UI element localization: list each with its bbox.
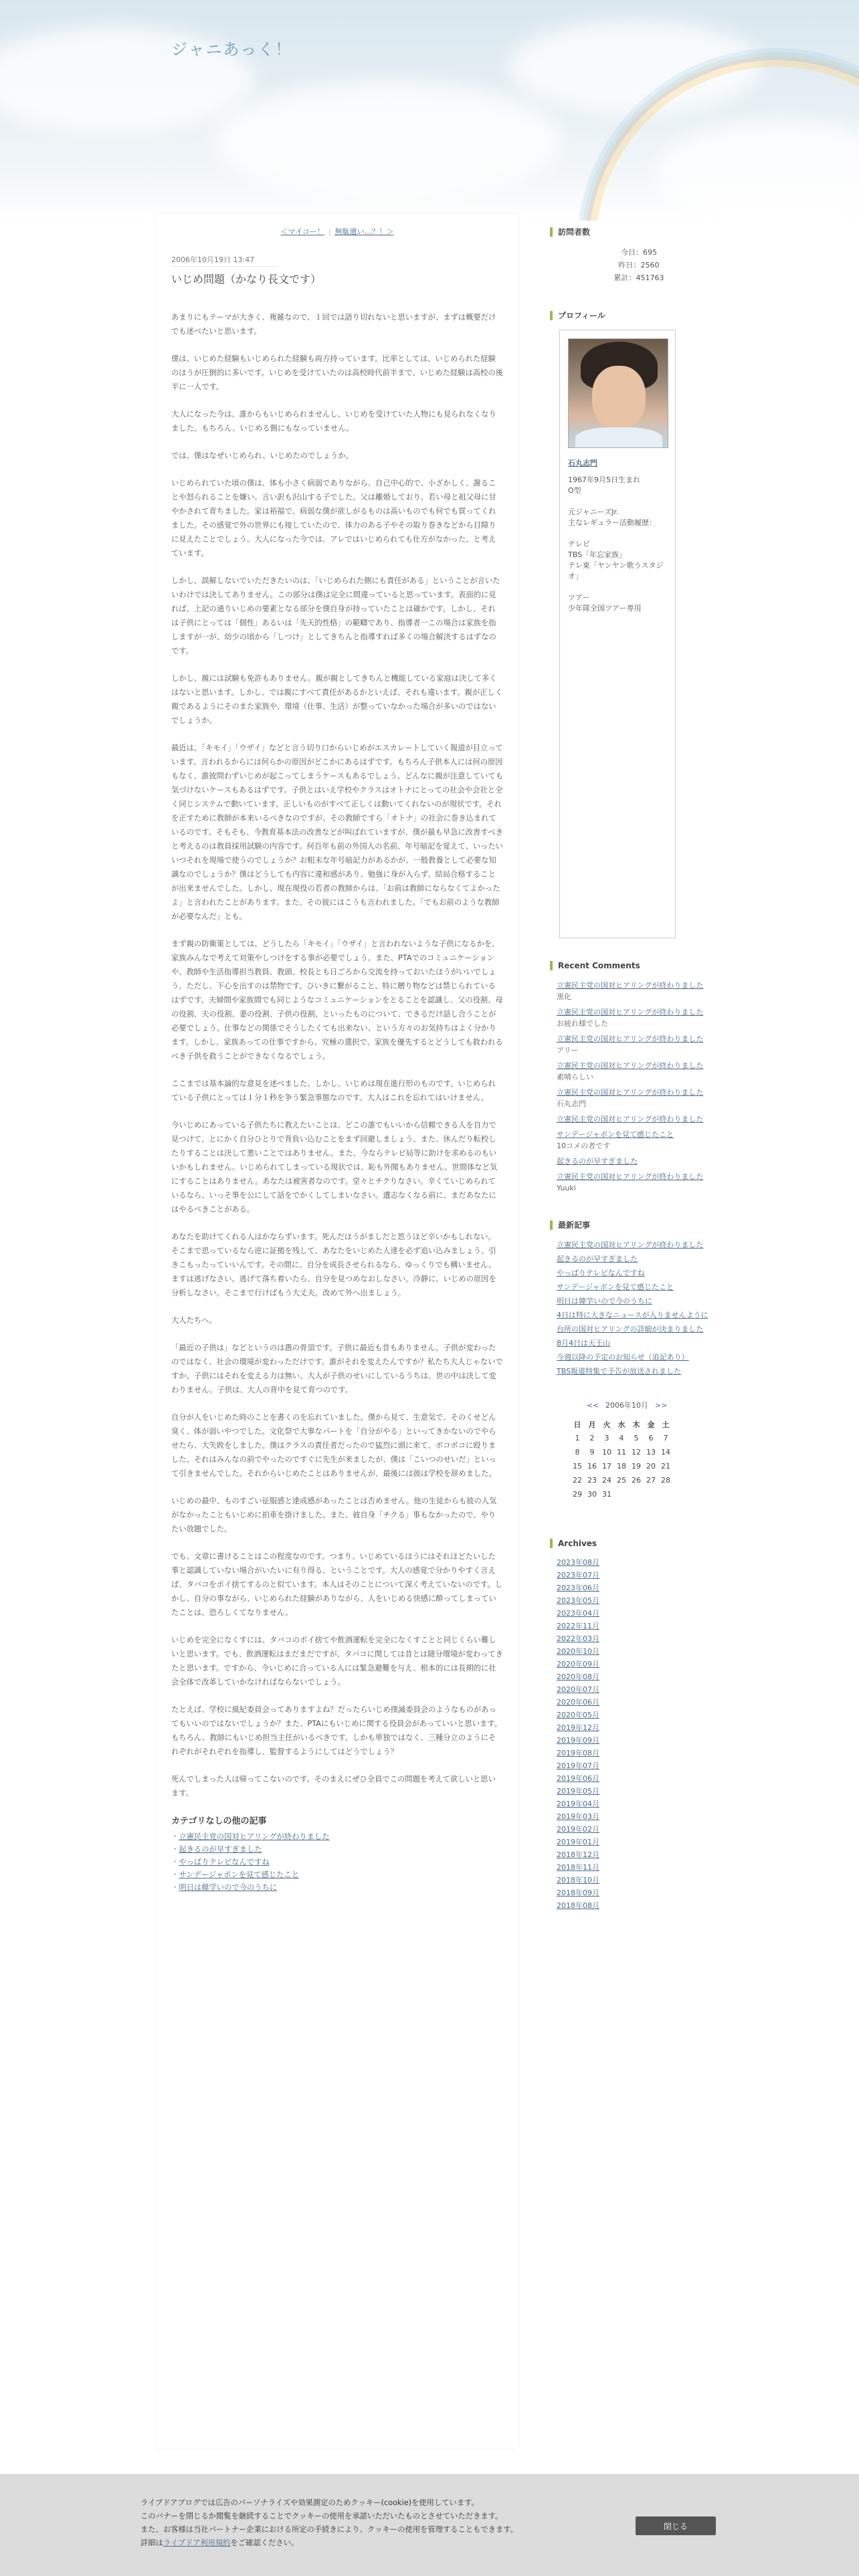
recent-comment-item [557, 1171, 710, 1194]
latest-post-link[interactable]: 明日は韓学いので今のうちに [557, 1297, 652, 1305]
archive-month-link[interactable]: 2018年10月 [557, 1876, 599, 1885]
archive-month-link[interactable]: 2019年05月 [557, 1787, 599, 1796]
latest-post-link[interactable]: 立憲民主党の国対ヒアリングが終わりました [557, 1241, 704, 1249]
archive-month-link[interactable]: 2023年07月 [557, 1571, 599, 1580]
post-paragraph: いじめられていた頃の僕は、体も小さく病弱でありながら、自己中心的で、小ざかしく、謝ることや怒られることを嫌い、言い訳も沢山する子でした。父は離婚しており、若い母と祖父母に甘やかされて育ちました。家は裕福で、病弱な僕が欲しがるものは高いものでも何でも買ってくれました。その感覚で外の世界にも接していたので、体力のある子やその取り巻きなどから目障りに見えたことでしょう。大人になった今では、アレではいじめられても仕方がなかった、と考えています。 [171, 479, 496, 558]
calendar-table [570, 1417, 673, 1501]
visits-yesterday: 昨日：2560 [618, 261, 660, 270]
recent-comment-item [557, 1113, 710, 1125]
recent-comment-item [557, 1006, 710, 1029]
post-paragraph: ここまでは基本論的な意見を述べました。しかし、いじめは現在進行形のものです。いじめられている子供にとっては１分１秒を争う緊急事態なのです。大人はこれを忘れてはいけません。 [171, 1079, 496, 1102]
calendar-weekday: 金 [647, 1420, 655, 1429]
cookie-line-3: また、お客様は当社パートナー企業における所定の手続きにより、クッキーの使用を管理することもできます。 [140, 2525, 518, 2534]
archive-item [557, 1850, 710, 1860]
next-post-link[interactable]: 無駄遣い…？！＞ [335, 227, 394, 236]
terms-of-service-link[interactable]: ライブドア利用規約 [163, 2539, 231, 2547]
archives-box [550, 1539, 710, 1911]
archive-item [557, 1812, 710, 1822]
calendar-day: 27 [646, 1476, 656, 1485]
latest-post-link[interactable]: 台所の国対ヒアリングの詳細が決まりました [557, 1325, 704, 1333]
calendar-day: 15 [573, 1462, 582, 1471]
calendar-day [629, 1487, 644, 1501]
visits-title: 訪問者数 [550, 227, 710, 237]
archives-title: Archives [550, 1539, 710, 1548]
calendar-day: 20 [646, 1462, 656, 1471]
archive-item [557, 1786, 710, 1796]
archive-month-link[interactable]: 2020年09月 [557, 1660, 599, 1669]
archive-item [557, 1901, 710, 1911]
calendar-day: 19 [632, 1462, 641, 1471]
archive-month-link[interactable]: 2020年10月 [557, 1647, 599, 1656]
archive-month-link[interactable]: 2019年04月 [557, 1800, 599, 1808]
recent-comments-box [550, 961, 710, 1194]
archive-month-link[interactable]: 2022年11月 [557, 1622, 599, 1630]
archive-item [557, 1875, 710, 1885]
archive-item [557, 1659, 710, 1669]
other-post-link[interactable]: 起きるのが早すぎました [179, 1845, 262, 1854]
calendar-day: 1 [575, 1434, 580, 1442]
recent-comment-post-link[interactable]: 立憲民主党の国対ヒアリングが終わりました [557, 1061, 704, 1070]
calendar-day: 14 [661, 1448, 670, 1457]
post-pager [171, 214, 503, 237]
other-post-link[interactable]: 明日は韓学いので今のうちに [179, 1883, 278, 1892]
calendar-day: 18 [617, 1462, 626, 1471]
other-post-item [171, 1830, 503, 1843]
cookie-line-1: ライブドアブログでは広告のパーソナライズや効果測定のためクッキー(cookie)を使用しています。 [140, 2498, 479, 2507]
profile-card [559, 330, 676, 938]
post-paragraph: まず親の防衛策としては、どうしたら「キモイ」「ウザイ」と言われないような子供になるかを、家族みんなで考えて対策やしつけをする事が必要でしょう。また、PTAでのコミュニケーションや、教師や生活指導担当教員、教頭、校長とも日ごろから交流を持っておいたほうがいいでしょう。ただし、下心を出すのは禁物です。ひいきに繋がること、特に贈り物などは禁じられているはずです。夫婦間や家族間でも同じようなコミュニケーションをとることを認識し、父の役割、母の役割、夫の役割、妻の役割、子供の役割、といったものについて、できるだけ話し合うことが必要でしょう。仕事などの関係でそうしたくても出来ない、という方々のお気持ちはよく分かります。しかし、家族あっての仕事ですから、究極の選択で、家族を優先するとどうしても救われるべき子供を救うことができなくなるでしょう。 [171, 940, 503, 1061]
latest-post-link[interactable]: 起きるのが早すぎました [557, 1255, 638, 1263]
pager-separator: | [328, 227, 331, 236]
site-title-link[interactable]: ジャニあっく！ [171, 40, 293, 59]
post-paragraph: 「最近の子供は」などというのは愚の骨頂です。子供に最近も昔もありません。子供が変わったのではなく、社会の環境が変わっただけです。誰がそれを変えたんですか？私たち大人じゃないですか。子供にはそれを変える力は無い。大人が子供のせいにしているうちは、世の中は決して変わりません。子供は、大人の背中を見て育つのです。 [171, 1344, 503, 1394]
archive-item [557, 1761, 710, 1771]
calendar-day: 6 [648, 1434, 654, 1442]
latest-post-item [557, 1352, 710, 1363]
post-paragraph: 大人たちへ。 [171, 1316, 217, 1325]
calendar-day: 23 [587, 1476, 597, 1485]
archive-month-link[interactable]: 2019年06月 [557, 1774, 599, 1783]
profile-name-link[interactable]: 石丸志門 [568, 459, 597, 467]
archive-item [557, 1697, 710, 1707]
calendar-weekday-row [570, 1417, 673, 1431]
calendar-next-link[interactable]: >> [655, 1401, 668, 1410]
archive-month-link[interactable]: 2019年02月 [557, 1825, 599, 1834]
other-posts-heading: カテゴリなしの他の記事 [171, 1816, 267, 1826]
latest-post-link[interactable]: TBS報道特集で予告が放送されました [557, 1367, 682, 1376]
post-paragraph: 死んでしまった人は帰ってこないのです。そのまえにぜひ全員でこの問題を考えて欲しいと思います。 [171, 1775, 496, 1798]
calendar-day: 4 [619, 1434, 624, 1442]
recent-comment-item [557, 1156, 710, 1167]
recent-comment-post-link[interactable]: 立憲民主党の国対ヒアリングが終わりました [557, 1088, 704, 1097]
cookie-text [140, 2496, 609, 2550]
calendar-prev-link[interactable]: << [586, 1401, 599, 1410]
calendar-weekday: 月 [588, 1420, 596, 1429]
recent-comment-item [557, 1087, 710, 1109]
archive-month-link[interactable]: 2023年08月 [557, 1558, 599, 1567]
archive-item [557, 1558, 710, 1568]
post-title: いじめ問題（かなり長文です） [171, 273, 322, 286]
avatar-face-shape [592, 366, 646, 429]
profile-box [550, 311, 710, 938]
calendar-day: 16 [587, 1462, 597, 1471]
archive-item [557, 1748, 710, 1758]
archive-month-link[interactable]: 2019年12月 [557, 1723, 599, 1732]
post-body [171, 310, 503, 1800]
recent-comment-item [557, 1060, 710, 1083]
calendar-box [550, 1400, 710, 1501]
archive-item [557, 1837, 710, 1847]
other-post-item [171, 1856, 503, 1868]
post-paragraph: しかし、親には試験も免許もありません。親が親としてきちんと機能している家庭は決して多くはないと思います。しかし、では親にすべて責任があるかといえば、それも違います。親が正しく親であるようにそのまた家族や、環境（仕事、生活）が整っていなかった場合が多いのではないでしょうか。 [171, 674, 503, 725]
archive-item [557, 1646, 710, 1656]
calendar-day: 21 [661, 1462, 670, 1471]
archive-month-link[interactable]: 2022年03月 [557, 1634, 599, 1643]
archive-month-link[interactable]: 2018年08月 [557, 1901, 599, 1910]
latest-post-link[interactable]: 4日は特に大きなニュースが入りませんように [557, 1311, 708, 1319]
latest-post-item [557, 1366, 710, 1377]
calendar-day: 11 [617, 1448, 626, 1457]
archive-item [557, 1621, 710, 1631]
latest-post-item [557, 1323, 710, 1335]
archive-month-link[interactable]: 2023年06月 [557, 1584, 599, 1592]
calendar-day: 13 [646, 1448, 656, 1457]
calendar-day [644, 1487, 658, 1501]
calendar-body [570, 1431, 673, 1501]
calendar-day: 10 [602, 1448, 611, 1457]
recent-comment-item [557, 1033, 710, 1056]
post-paragraph: あなたを助けてくれる人はかならずいます。死んだほうがましだと思うほど辛いかもしれない。そこまで思っているなら逆に証拠を残して、あなたをいじめた人達を必ず追い込みましょう。引きこもったっていいんです。その間に、自分を成長させられるなら、ゆっくりでも構いません。ますは逃げなさい。逃げて落ち着いたら、自分を見つめなおしなさい。冷静に、いじめの原因を分析しなさい。そこまで行けばもう大丈夫。改めて外へ出ましょう。 [171, 1232, 496, 1297]
main-content [157, 214, 518, 2448]
archive-month-link[interactable]: 2019年03月 [557, 1812, 599, 1821]
archive-month-link[interactable]: 2018年09月 [557, 1889, 599, 1897]
recent-comment-item [557, 1129, 710, 1152]
visits-box [550, 227, 710, 284]
calendar-day [614, 1487, 629, 1501]
recent-comments-title: Recent Comments [550, 961, 710, 970]
calendar-week-row [570, 1459, 673, 1473]
archive-item [557, 1608, 710, 1618]
cookie-line-4-prefix: 詳細は [140, 2539, 163, 2547]
latest-posts-box [550, 1220, 710, 1377]
calendar-header [570, 1400, 684, 1410]
archive-item [557, 1570, 710, 1580]
other-post-item [171, 1843, 503, 1856]
archive-month-link[interactable]: 2020年05月 [557, 1711, 599, 1719]
recent-comment-post-link[interactable]: 立憲民主党の国対ヒアリングが終わりました [557, 1035, 704, 1043]
calendar-day: 25 [617, 1476, 626, 1485]
recent-comment-post-link[interactable]: 起きるのが早すぎました [557, 1157, 638, 1166]
calendar-day [658, 1487, 673, 1501]
post-paragraph: 大人になった今は、誰からもいじめられませんし、いじめを受けていた人物にも見られなくなりました。もちろん、いじめる側にもなっていません。 [171, 410, 496, 433]
latest-post-item [557, 1253, 710, 1265]
other-post-item [171, 1868, 503, 1881]
calendar-weekday: 火 [603, 1420, 611, 1429]
profile-text: 1967年9月5日生まれ O型 元ジャニーズJr. 主なレギュラー活動履歴： テレビ TBS「年忘家族」 テレ東「ヤンヤン歌うスタジオ」 ツアー 少年隊全国ツアー専用 [568, 475, 664, 613]
recent-comment-author: 素晴らしい [557, 1073, 593, 1081]
post-paragraph: しかし、誤解しないでいただきたいのは、「いじめられた側にも責任がある」ということが言いたいわけでは決してありません。この部分は僕は完全に間違っていると思っています。表面的に見れば、上記の通りいじめの要素となる部分を僕自身が持っていたことは確かです。しかし、それは子供にとっては「個性」あるいは「先天的性格」の範疇であり、指導者一この場合は家族を指しますが一が、幼少の頃から「しつけ」としてきちんと指導すれば多くの場合解決するはずなのです。 [171, 576, 500, 655]
recent-comment-post-link[interactable]: サンデージャポンを見て感じたこと [557, 1130, 674, 1139]
calendar-day: 8 [575, 1448, 580, 1457]
calendar-day: 7 [663, 1434, 668, 1442]
latest-post-item [557, 1295, 710, 1307]
archive-item [557, 1723, 710, 1733]
post-paragraph: あまりにもテーマが大きく、複雑なので、１回では語り切れないと思いますが、まずは概要だけでも述べたいと思います。 [171, 313, 496, 336]
recent-comments-list [550, 980, 710, 1194]
archive-item [557, 1774, 710, 1784]
archive-item [557, 1710, 710, 1720]
latest-posts-title: 最新記事 [550, 1220, 710, 1230]
latest-post-item [557, 1267, 710, 1279]
archive-item [557, 1596, 710, 1606]
archive-item [557, 1888, 710, 1898]
archive-month-link[interactable]: 2019年07月 [557, 1761, 599, 1770]
calendar-day: 24 [602, 1476, 611, 1485]
post-paragraph: 自分が人をいじめた時のことを書くのを忘れていました。僕から見て、生意気で、そのくせどん臭く、体が弱いやつでした。文化祭で大事なパートを「自分がやる」といってきかないのでやらせたら、大失敗をしました。僕はクラスの責任者だったので猛烈に頭に来て、ボコボコに殴りました。それはみんなの前でやったのですぐに先生が来ましたが、僕は「こいつのせいだ」といって引きませんでした。それからいじめたことはありませんが、最後には彼は学校を辞めました。 [171, 1413, 496, 1478]
post-paragraph: 僕は、いじめた経験もいじめられた経験も両方持っています。比率としては、いじめられた経験のほうが圧倒的に多いです。いじめを受けていたのは高校時代前半まで、いじめた経験は高校の後半に一人です。 [171, 354, 503, 391]
recent-comment-post-link[interactable]: 立憲民主党の国対ヒアリングが終わりました [557, 1115, 704, 1123]
archive-month-link[interactable]: 2019年09月 [557, 1736, 599, 1745]
archives-list [550, 1558, 710, 1911]
archive-month-link[interactable]: 2020年06月 [557, 1698, 599, 1707]
latest-post-link[interactable]: サンデージャポンを見て感じたこと [557, 1283, 674, 1291]
latest-post-item [557, 1337, 710, 1349]
calendar-day: 26 [632, 1476, 641, 1485]
cookie-line-4 [140, 2537, 609, 2550]
post-paragraph: たとえば、学校に風紀委員会ってありますよね？だったらいじめ撲滅委員会のようなものがあってもいいのではないでしょうか？また、PTAにもいじめに関する役員会があっていいと思います。もちろん、教師にもいじめ担当主任がいるべきです。しかも単独ではなく、三種分立のようにそれぞれがそれぞれを指導し、監督するようにしてはどうでしょう？ [171, 1705, 502, 1756]
archive-item [557, 1799, 710, 1809]
calendar-day: 31 [602, 1490, 611, 1499]
post-paragraph: いじめを完全になくすには、タバコのポイ捨てや飲酒運転を完全になくすことと同じくらい難しいと思います。でも、飲酒運転はまだまだですが、タバコに関しては昔とは随分環境が変わってきたと思います。ですから、今いじめに合っている人には緊急避難を与え、根本的には長期的に社会全体で改革していかなければならないでしょう。 [171, 1636, 503, 1687]
archive-month-link[interactable]: 2023年04月 [557, 1609, 599, 1618]
archive-item [557, 1735, 710, 1745]
archive-item [557, 1583, 710, 1593]
recent-comment-author: 石丸志門 [557, 1099, 586, 1108]
profile-title: プロフィール [550, 311, 710, 320]
recent-comment-author: お疲れ様でした [557, 1019, 608, 1028]
cookie-line-2: このバナーを閉じるか閲覧を継続することでクッキーの使用を承諾いただいたものとさせていただきます。 [140, 2512, 503, 2520]
blog-header [0, 0, 859, 221]
calendar-weekday: 木 [632, 1420, 640, 1429]
archive-month-link[interactable]: 2020年07月 [557, 1685, 599, 1694]
prev-post-link[interactable]: ＜マイコー！ [280, 227, 324, 236]
latest-post-link[interactable]: 8月4日は天王山 [557, 1339, 610, 1348]
latest-post-link[interactable]: やっぱりテレビなんですね [557, 1269, 645, 1277]
latest-posts-list [550, 1239, 710, 1377]
calendar-week-row [570, 1487, 673, 1501]
calendar-day: 2 [589, 1434, 595, 1442]
latest-post-item [557, 1281, 710, 1293]
latest-post-item [557, 1309, 710, 1321]
latest-post-item [557, 1239, 710, 1251]
archive-item [557, 1862, 710, 1872]
other-post-link[interactable]: やっぱりテレビなんですね [179, 1858, 270, 1866]
post-paragraph: でも、文章に書けることはこの程度なのです。つまり、いじめているほうにはそれほどたいした事と認識していない場合がいたいに有り得る、ということです。大人の感覚で分かりやすく言えば、タバコをポイ捨てするのと似ています。本人はそのことについて深く考えていないのです。しかし、自分の事ながら、いじめられた経験がありながら、人をいじめる快感に酔ってしまっていたことは、恐ろしくてなりません。 [171, 1552, 502, 1617]
calendar-weekday: 水 [617, 1420, 626, 1429]
other-post-item [171, 1881, 503, 1894]
post-paragraph: では、僕はなぜいじめられ、いじめたのでしょうか。 [171, 451, 353, 460]
archive-month-link[interactable]: 2019年01月 [557, 1838, 599, 1846]
calendar-day: 12 [632, 1448, 641, 1457]
visit-stats [550, 246, 710, 284]
recent-comment-author: 10コメの者です [557, 1142, 610, 1150]
archive-month-link[interactable]: 2018年12月 [557, 1850, 599, 1859]
archive-month-link[interactable]: 2023年05月 [557, 1596, 599, 1605]
calendar-day: 22 [573, 1476, 582, 1485]
other-posts-list [171, 1830, 503, 1894]
archive-item [557, 1634, 710, 1644]
calendar-week-row [570, 1431, 673, 1445]
cookie-close-button[interactable]: 閉じる [636, 2516, 716, 2535]
calendar-week-row [570, 1445, 673, 1459]
calendar [570, 1400, 710, 1501]
post-paragraph: いじめの最中、ものすごい征服感と達成感があったことは否めません。他の生徒からも彼の人気がなかったこともいじめに拍車を掛けました。また、彼自身「チクる」事もなかったので、やりたい放題でした。 [171, 1497, 497, 1533]
visits-total: 累計：451763 [613, 274, 664, 282]
recent-comment-post-link[interactable]: 立憲民主党の国対ヒアリングが終わりました [557, 981, 704, 990]
calendar-week-row [570, 1473, 673, 1487]
cookie-consent-bar [0, 2474, 859, 2576]
calendar-day: 30 [587, 1490, 597, 1499]
cookie-line-4-suffix: をご確認ください。 [230, 2539, 299, 2547]
archive-month-link[interactable]: 2018年11月 [557, 1863, 599, 1872]
archive-month-link[interactable]: 2020年08月 [557, 1673, 599, 1681]
cloud-decoration [214, 80, 562, 201]
recent-comment-item [557, 980, 710, 1002]
calendar-weekday: 土 [662, 1420, 670, 1429]
profile-name [568, 457, 667, 468]
sidebar [550, 214, 710, 2488]
calendar-day: 17 [602, 1462, 611, 1471]
calendar-day: 28 [661, 1476, 670, 1485]
other-post-link[interactable]: 立憲民主党の国対ヒアリングが終わりました [179, 1832, 330, 1841]
post-paragraph: 今いじめにあっている子供たちに教えたいことは、どこの誰でもいいから信頼できる人を自力で見つけて、とにかく自分ひとりで背負い込むことをまず回避しましょう。また、休んだり転校したりすることは決して悪いことではありません。また、今ならテレビ局等に助けを求めるのもいいかもしれません。いじめられてしまっている現状では、恥も外聞もありません。世間体など気にすることはありません。あなたは被害者なのです。堂々とチクりなさい。辛くていじめられているなら、いっそ事を公にして話をでかくしてしまいなさい。遺志なくなる前に、まだあなたにはやるべきことがある。 [171, 1121, 498, 1214]
recent-comment-post-link[interactable]: 立憲民主党の国対ヒアリングが終わりました [557, 1172, 704, 1181]
calendar-month-label: 2006年10月 [605, 1401, 648, 1410]
other-post-link[interactable]: サンデージャポンを見て感じたこと [179, 1870, 300, 1879]
post-date: 2006年10月19日 13:47 [171, 254, 278, 267]
post-paragraph: 最近は、「キモイ」「ウザイ」などと言う切り口からいじめがエスカレートしていく報道が目立っています。言われるからには何らかの原因がどこかにあるはずです。もちろん子供本人には何の原因もなく、誰彼問わずいじめが起こってしまうケースもあるでしょう。どんなに親が注意していても気づけないケースもあるはずです。子供とはいえ学校やクラスはオトナにとっての社会や会社と全く同じシステムで動いています。正しいものがすべて正しくは動いてくれないのが現状です。それを正すために教師が本来いるべきなのですが、その教師ですら「オトナ」の社会に巻き込まれているのです。そもそも、今教育基本法の改善などが叫ばれていますが、僕が最も早急に改善すべきと考えるのは教員採用試験の内容です。何百年も前の外国人の名前、年号暗記を覚えて、いったいいつそれを現場で使うのでしょうか？お粗末な年号暗記力があるかが、一般教養として必要な知識なのでしょうか？僕はどうしても内容に違和感があり、勉強に身が入らず、結局合格することが出来ませんでした。しかし、現在現役の若者の教師からは、「お前は教師にならなくてよかったよ」と言われたことがあります。また、その彼にはこうも言われました。「でもお前のような教師が必要なんだ」とも。 [171, 744, 503, 921]
archive-month-link[interactable]: 2019年08月 [557, 1749, 599, 1757]
calendar-day: 3 [604, 1434, 609, 1442]
archive-item [557, 1824, 710, 1834]
archive-item [557, 1685, 710, 1695]
recent-comment-post-link[interactable]: 立憲民主党の国対ヒアリングが終わりました [557, 1008, 704, 1016]
avatar-shirt-shape [575, 427, 662, 448]
recent-comment-author: Yuuki [557, 1184, 576, 1192]
recent-comment-author: 黒化 [557, 992, 571, 1001]
calendar-day: 9 [589, 1448, 595, 1457]
archive-item [557, 1672, 710, 1682]
latest-post-link[interactable]: 今週以降の予定のお知らせ（追記あり） [557, 1353, 689, 1362]
visits-today: 今日：695 [621, 248, 657, 257]
calendar-day: 29 [573, 1490, 582, 1499]
avatar [568, 338, 668, 448]
calendar-day: 5 [634, 1434, 639, 1442]
recent-comment-author: アリー [557, 1046, 579, 1055]
calendar-weekday: 日 [573, 1420, 581, 1429]
